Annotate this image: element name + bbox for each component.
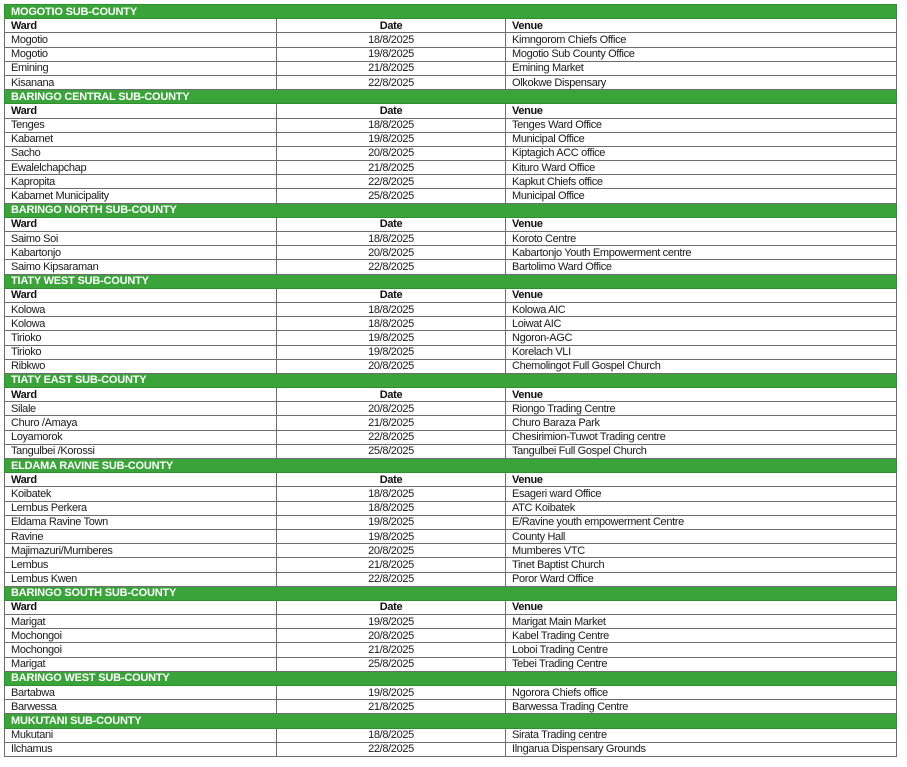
venue-cell: Kimngorom Chiefs Office [506,33,897,47]
section-title: BARINGO CENTRAL SUB-COUNTY [5,90,897,104]
date-cell: 22/8/2025 [277,742,506,756]
table-row [5,75,897,89]
date-cell: 18/8/2025 [277,501,506,515]
venue-column-header: Venue [506,104,897,118]
table-row [5,161,897,175]
ward-column-header: Ward [5,19,277,33]
date-column-header: Date [277,217,506,231]
table-row [5,260,897,274]
section-header-row [5,90,897,104]
section-header-row [5,203,897,217]
table-row [5,544,897,558]
ward-cell: Tirioko [5,331,277,345]
venue-column-header: Venue [506,217,897,231]
ward-cell: Kapropita [5,175,277,189]
column-header-row [5,19,897,33]
section-header-row [5,714,897,728]
venue-cell: Emining Market [506,61,897,75]
venue-cell: Ngorora Chiefs office [506,686,897,700]
date-column-header: Date [277,473,506,487]
date-cell: 18/8/2025 [277,232,506,246]
ward-cell: Kolowa [5,317,277,331]
table-row [5,33,897,47]
date-cell: 21/8/2025 [277,61,506,75]
section-header-row [5,274,897,288]
table-row [5,572,897,586]
venue-cell: Kabartonjo Youth Empowerment centre [506,246,897,260]
venue-cell: Poror Ward Office [506,572,897,586]
ward-cell: Sacho [5,146,277,160]
ward-cell: Eldama Ravine Town [5,515,277,529]
venue-cell: Kolowa AIC [506,302,897,316]
date-cell: 19/8/2025 [277,132,506,146]
venue-cell: Olkokwe Dispensary [506,75,897,89]
ward-cell: Loyamorok [5,430,277,444]
date-cell: 20/8/2025 [277,246,506,260]
date-cell: 21/8/2025 [277,643,506,657]
ward-cell: Churo /Amaya [5,416,277,430]
table-row [5,728,897,742]
table-row [5,501,897,515]
ward-cell: Mogotio [5,33,277,47]
ward-cell: Mochongoi [5,643,277,657]
date-cell: 19/8/2025 [277,529,506,543]
ward-cell: Tangulbei /Korossi [5,444,277,458]
venue-cell: Korelach VLI [506,345,897,359]
section-title: MOGOTIO SUB-COUNTY [5,5,897,19]
venue-cell: Tenges Ward Office [506,118,897,132]
date-cell: 22/8/2025 [277,75,506,89]
date-cell: 20/8/2025 [277,629,506,643]
venue-cell: Chesirimion-Tuwot Trading centre [506,430,897,444]
date-cell: 20/8/2025 [277,402,506,416]
date-cell: 18/8/2025 [277,317,506,331]
ward-column-header: Ward [5,600,277,614]
date-cell: 20/8/2025 [277,146,506,160]
date-column-header: Date [277,288,506,302]
table-row [5,331,897,345]
ward-column-header: Ward [5,388,277,402]
ward-cell: Marigat [5,615,277,629]
table-row [5,657,897,671]
date-cell: 19/8/2025 [277,345,506,359]
table-row [5,61,897,75]
venue-cell: Kiptagich ACC office [506,146,897,160]
ward-cell: Kolowa [5,302,277,316]
venue-cell: Riongo Trading Centre [506,402,897,416]
section-title: TIATY WEST SUB-COUNTY [5,274,897,288]
date-cell: 21/8/2025 [277,558,506,572]
ward-column-header: Ward [5,473,277,487]
table-row [5,345,897,359]
date-cell: 20/8/2025 [277,359,506,373]
venue-cell: ATC Koibatek [506,501,897,515]
table-row [5,146,897,160]
ward-cell: Emining [5,61,277,75]
date-cell: 18/8/2025 [277,302,506,316]
table-row [5,317,897,331]
venue-cell: Tebei Trading Centre [506,657,897,671]
venue-cell: Municipal Office [506,132,897,146]
ward-cell: Majimazuri/Mumberes [5,544,277,558]
venue-cell: Barwessa Trading Centre [506,700,897,714]
date-cell: 19/8/2025 [277,47,506,61]
table-row [5,359,897,373]
section-title: BARINGO NORTH SUB-COUNTY [5,203,897,217]
ward-cell: Kabarnet [5,132,277,146]
ward-cell: Mukutani [5,728,277,742]
venue-cell: E/Ravine youth empowerment Centre [506,515,897,529]
date-cell: 18/8/2025 [277,33,506,47]
table-row [5,742,897,756]
table-row [5,402,897,416]
table-row [5,416,897,430]
date-cell: 19/8/2025 [277,615,506,629]
section-header-row [5,586,897,600]
section-header-row [5,459,897,473]
venue-column-header: Venue [506,600,897,614]
table-row [5,232,897,246]
table-row [5,430,897,444]
table-row [5,700,897,714]
table-row [5,615,897,629]
date-cell: 25/8/2025 [277,444,506,458]
column-header-row [5,104,897,118]
date-cell: 19/8/2025 [277,331,506,345]
venue-cell: Churo Baraza Park [506,416,897,430]
date-cell: 22/8/2025 [277,260,506,274]
date-cell: 18/8/2025 [277,118,506,132]
venue-cell: Ngoron-AGC [506,331,897,345]
date-cell: 22/8/2025 [277,430,506,444]
venue-cell: Koroto Centre [506,232,897,246]
ward-cell: Koibatek [5,487,277,501]
ward-cell: Kisanana [5,75,277,89]
date-cell: 25/8/2025 [277,189,506,203]
section-title: MUKUTANI SUB-COUNTY [5,714,897,728]
section-title: ELDAMA RAVINE SUB-COUNTY [5,459,897,473]
ward-cell: Ravine [5,529,277,543]
table-row [5,47,897,61]
date-cell: 22/8/2025 [277,175,506,189]
table-row [5,686,897,700]
date-column-header: Date [277,104,506,118]
table-row [5,643,897,657]
ward-cell: Saimo Soi [5,232,277,246]
venue-cell: Marigat Main Market [506,615,897,629]
schedule-body [5,5,897,757]
ward-column-header: Ward [5,288,277,302]
section-header-row [5,671,897,685]
date-cell: 19/8/2025 [277,686,506,700]
venue-cell: Municipal Office [506,189,897,203]
table-row [5,302,897,316]
table-row [5,118,897,132]
venue-column-header: Venue [506,473,897,487]
ward-cell: Tirioko [5,345,277,359]
date-cell: 25/8/2025 [277,657,506,671]
date-cell: 21/8/2025 [277,416,506,430]
ward-cell: Ilchamus [5,742,277,756]
column-header-row [5,388,897,402]
venue-cell: County Hall [506,529,897,543]
table-row [5,189,897,203]
table-row [5,558,897,572]
venue-cell: Mogotio Sub County Office [506,47,897,61]
date-cell: 18/8/2025 [277,728,506,742]
table-row [5,515,897,529]
ward-cell: Bartabwa [5,686,277,700]
venue-cell: Tangulbei Full Gospel Church [506,444,897,458]
ward-cell: Tenges [5,118,277,132]
venue-column-header: Venue [506,19,897,33]
venue-cell: Bartolimo Ward Office [506,260,897,274]
section-title: BARINGO WEST SUB-COUNTY [5,671,897,685]
ward-cell: Ribkwo [5,359,277,373]
table-row [5,132,897,146]
ward-cell: Lembus [5,558,277,572]
table-row [5,246,897,260]
date-cell: 21/8/2025 [277,700,506,714]
venue-schedule-table [4,4,897,757]
venue-cell: Esageri ward Office [506,487,897,501]
venue-cell: Kabel Trading Centre [506,629,897,643]
venue-column-header: Venue [506,288,897,302]
date-cell: 18/8/2025 [277,487,506,501]
section-title: TIATY EAST SUB-COUNTY [5,373,897,387]
date-cell: 21/8/2025 [277,161,506,175]
date-column-header: Date [277,600,506,614]
column-header-row [5,217,897,231]
venue-cell: Tinet Baptist Church [506,558,897,572]
section-title: BARINGO SOUTH SUB-COUNTY [5,586,897,600]
section-header-row [5,5,897,19]
section-header-row [5,373,897,387]
ward-cell: Silale [5,402,277,416]
date-column-header: Date [277,388,506,402]
date-cell: 20/8/2025 [277,544,506,558]
table-row [5,175,897,189]
table-row [5,529,897,543]
column-header-row [5,288,897,302]
ward-cell: Mogotio [5,47,277,61]
venue-cell: Kituro Ward Office [506,161,897,175]
date-cell: 22/8/2025 [277,572,506,586]
date-column-header: Date [277,19,506,33]
date-cell: 19/8/2025 [277,515,506,529]
venue-cell: Ilngarua Dispensary Grounds [506,742,897,756]
ward-cell: Lembus Kwen [5,572,277,586]
venue-cell: Mumberes VTC [506,544,897,558]
ward-column-header: Ward [5,217,277,231]
venue-cell: Chemolingot Full Gospel Church [506,359,897,373]
venue-cell: Loiwat AIC [506,317,897,331]
venue-column-header: Venue [506,388,897,402]
ward-cell: Ewalelchapchap [5,161,277,175]
column-header-row [5,473,897,487]
venue-cell: Kapkut Chiefs office [506,175,897,189]
ward-cell: Barwessa [5,700,277,714]
column-header-row [5,600,897,614]
ward-column-header: Ward [5,104,277,118]
venue-cell: Loboi Trading Centre [506,643,897,657]
table-row [5,444,897,458]
ward-cell: Lembus Perkera [5,501,277,515]
ward-cell: Saimo Kipsaraman [5,260,277,274]
ward-cell: Kabarnet Municipality [5,189,277,203]
ward-cell: Marigat [5,657,277,671]
table-row [5,629,897,643]
venue-cell: Sirata Trading centre [506,728,897,742]
table-row [5,487,897,501]
ward-cell: Kabartonjo [5,246,277,260]
ward-cell: Mochongoi [5,629,277,643]
